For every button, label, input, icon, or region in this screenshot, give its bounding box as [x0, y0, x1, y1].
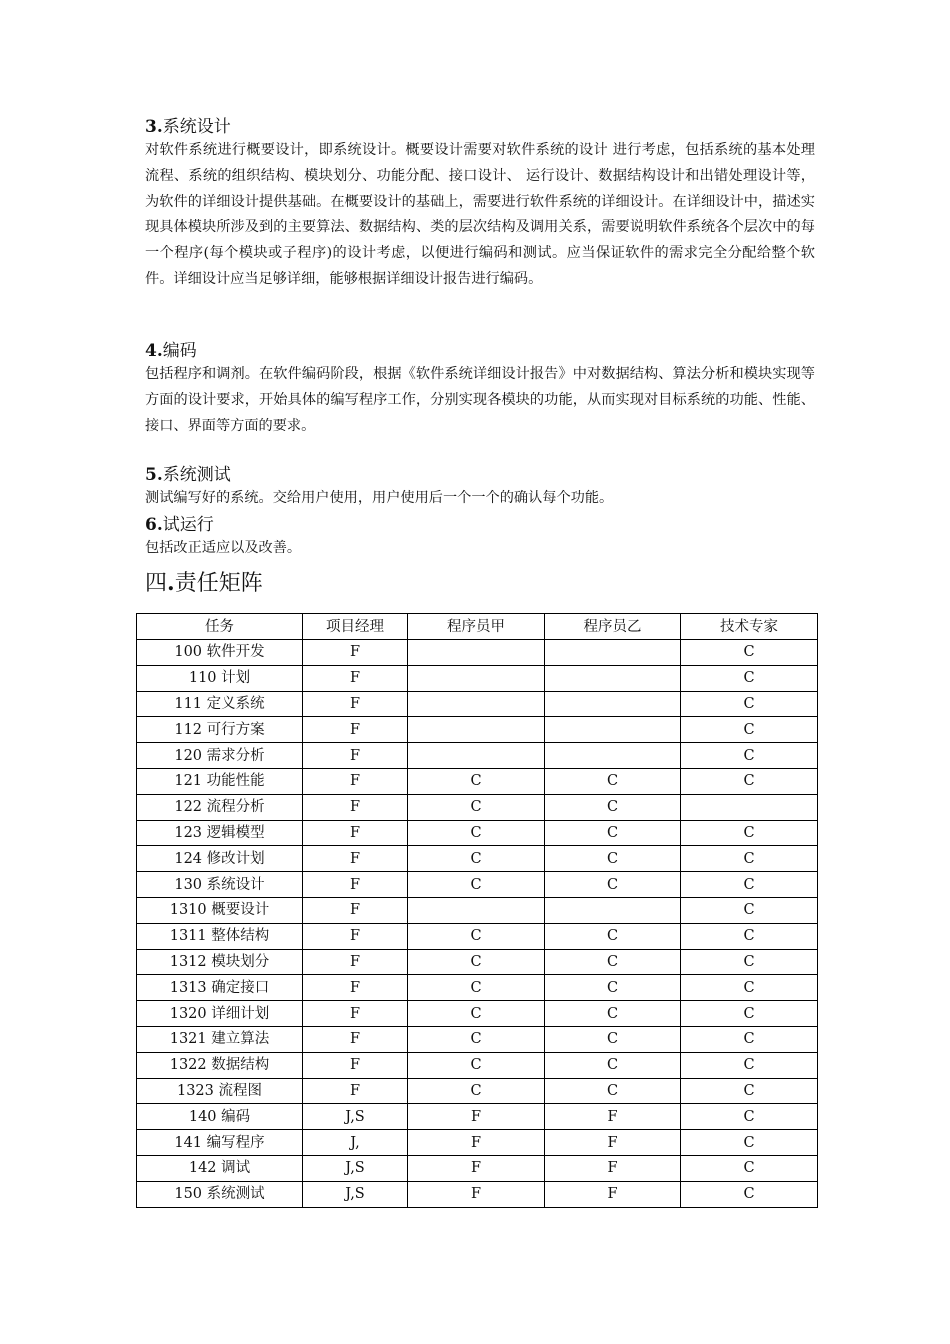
tech-expert-cell: C — [681, 1104, 818, 1130]
task-cell: 111 定义系统 — [137, 691, 303, 717]
programmer-b-cell: F — [545, 1104, 681, 1130]
table-row — [137, 665, 818, 691]
task-cell: 112 可行方案 — [137, 717, 303, 743]
project-manager-cell: J,S — [303, 1181, 408, 1207]
table-row — [137, 717, 818, 743]
task-cell: 100 软件开发 — [137, 640, 303, 666]
programmer-b-cell: C — [545, 768, 681, 794]
tech-expert-cell: C — [681, 1052, 818, 1078]
title-text: 责任矩阵 — [174, 571, 263, 596]
programmer-b-cell — [545, 640, 681, 666]
project-manager-cell: F — [303, 897, 408, 923]
programmer-a-cell: C — [408, 923, 545, 949]
programmer-a-cell: C — [408, 1078, 545, 1104]
project-manager-cell: F — [303, 794, 408, 820]
tech-expert-cell: C — [681, 897, 818, 923]
programmer-a-cell — [408, 897, 545, 923]
programmer-b-cell: F — [545, 1155, 681, 1181]
tech-expert-cell: C — [681, 820, 818, 846]
task-cell: 1312 模块划分 — [137, 949, 303, 975]
programmer-a-cell: C — [408, 872, 545, 898]
programmer-b-cell: C — [545, 794, 681, 820]
header-cell-task: 任务 — [137, 614, 303, 640]
title-separator: . — [167, 570, 175, 596]
task-cell: 1311 整体结构 — [137, 923, 303, 949]
table-row — [137, 1026, 818, 1052]
programmer-a-cell — [408, 640, 545, 666]
programmer-a-cell: C — [408, 949, 545, 975]
header-cell-project-manager: 项目经理 — [303, 614, 408, 640]
programmer-b-cell: F — [545, 1181, 681, 1207]
section-paragraph: 对软件系统进行概要设计，即系统设计。概要设计需要对软件系统的设计 进行考虑，包括系统的基本处理流程、系统的组织结构、模块划分、功能分配、接口设计、 运行设计、数据结构设计和出错处理设计等，为软件的详细设计提供基础。在概要设计的基础上，需要进行软件系统的详细设计。在详细设计中，描述实 现具体模块所涉及到的主要算法、数据结构、类的层次结构及调用关系，需要说明软件系统各个层次中的每一个程序(每个模块或子程序)的设计考虑，以便进行编码和测试。应当保证软件的需求完全分配给整个软件。详细设计应当足够详细，能够根据详细设计报告进行编码。 — [145, 142, 815, 287]
programmer-b-cell — [545, 717, 681, 743]
task-cell: 141 编写程序 — [137, 1130, 303, 1156]
programmer-a-cell: C — [408, 1001, 545, 1027]
programmer-b-cell: C — [545, 1026, 681, 1052]
project-manager-cell: F — [303, 949, 408, 975]
project-manager-cell: F — [303, 820, 408, 846]
table-row — [137, 872, 818, 898]
project-manager-cell: F — [303, 1078, 408, 1104]
programmer-b-cell: C — [545, 1052, 681, 1078]
section-title: 试运行 — [162, 515, 214, 535]
project-manager-cell: F — [303, 1026, 408, 1052]
tech-expert-cell: C — [681, 1026, 818, 1052]
programmer-a-cell: F — [408, 1181, 545, 1207]
table-row — [137, 1052, 818, 1078]
project-manager-cell: F — [303, 717, 408, 743]
project-manager-cell: F — [303, 640, 408, 666]
programmer-b-cell — [545, 743, 681, 769]
tech-expert-cell: C — [681, 1001, 818, 1027]
tech-expert-cell: C — [681, 640, 818, 666]
programmer-a-cell: C — [408, 794, 545, 820]
task-cell: 110 计划 — [137, 665, 303, 691]
table-row — [137, 1130, 818, 1156]
project-manager-cell: F — [303, 665, 408, 691]
section-paragraph: 包括改正适应以及改善。 — [145, 540, 302, 556]
tech-expert-cell: C — [681, 872, 818, 898]
tech-expert-cell: C — [681, 1155, 818, 1181]
section-system-design — [145, 116, 815, 293]
table-row — [137, 691, 818, 717]
table-row — [137, 1001, 818, 1027]
programmer-a-cell: C — [408, 1026, 545, 1052]
section-paragraph: 包括程序和调剂。在软件编码阶段，根据《软件系统详细设计报告》中对数据结构、算法分析和模块实现等方面的设计要求，开始具体的编写程序工作，分别实现各模块的功能，从而实现对目标系统的功能、性能、接口、界面等方面的要求。 — [145, 366, 815, 434]
table-header-row — [137, 614, 818, 640]
task-cell: 120 需求分析 — [137, 743, 303, 769]
programmer-a-cell: C — [408, 768, 545, 794]
task-cell: 130 系统设计 — [137, 872, 303, 898]
title-prefix: 四 — [145, 571, 168, 596]
project-manager-cell: F — [303, 1001, 408, 1027]
table-row — [137, 820, 818, 846]
task-cell: 1323 流程图 — [137, 1078, 303, 1104]
programmer-a-cell: F — [408, 1104, 545, 1130]
task-cell: 150 系统测试 — [137, 1181, 303, 1207]
section-coding — [145, 340, 815, 439]
programmer-b-cell: C — [545, 820, 681, 846]
task-cell: 142 调试 — [137, 1155, 303, 1181]
programmer-b-cell: C — [545, 1001, 681, 1027]
responsibility-matrix-title — [145, 568, 263, 599]
project-manager-cell: F — [303, 975, 408, 1001]
project-manager-cell: F — [303, 923, 408, 949]
tech-expert-cell — [681, 794, 818, 820]
section-heading — [145, 340, 815, 362]
programmer-b-cell: C — [545, 1078, 681, 1104]
programmer-a-cell: C — [408, 846, 545, 872]
programmer-b-cell: C — [545, 949, 681, 975]
tech-expert-cell: C — [681, 717, 818, 743]
table-row — [137, 949, 818, 975]
task-cell: 123 逻辑模型 — [137, 820, 303, 846]
table-row — [137, 1181, 818, 1207]
task-cell: 1322 数据结构 — [137, 1052, 303, 1078]
tech-expert-cell: C — [681, 665, 818, 691]
programmer-a-cell: C — [408, 975, 545, 1001]
project-manager-cell: F — [303, 768, 408, 794]
section-heading — [145, 116, 815, 138]
task-cell: 122 流程分析 — [137, 794, 303, 820]
programmer-b-cell: F — [545, 1130, 681, 1156]
programmer-a-cell — [408, 691, 545, 717]
tech-expert-cell: C — [681, 1078, 818, 1104]
tech-expert-cell: C — [681, 1130, 818, 1156]
project-manager-cell: J, — [303, 1130, 408, 1156]
tech-expert-cell: C — [681, 846, 818, 872]
responsibility-matrix-table — [136, 613, 818, 1208]
tech-expert-cell: C — [681, 1181, 818, 1207]
task-cell: 1321 建立算法 — [137, 1026, 303, 1052]
section-system-testing — [145, 464, 815, 512]
programmer-a-cell: F — [408, 1130, 545, 1156]
task-cell: 1320 详细计划 — [137, 1001, 303, 1027]
programmer-a-cell — [408, 717, 545, 743]
section-heading — [145, 464, 815, 486]
header-cell-tech-expert: 技术专家 — [681, 614, 818, 640]
tech-expert-cell: C — [681, 975, 818, 1001]
tech-expert-cell: C — [681, 923, 818, 949]
project-manager-cell: F — [303, 691, 408, 717]
task-cell: 1310 概要设计 — [137, 897, 303, 923]
programmer-b-cell: C — [545, 923, 681, 949]
task-cell: 121 功能性能 — [137, 768, 303, 794]
table-row — [137, 743, 818, 769]
section-number: 6. — [145, 515, 163, 535]
section-paragraph: 测试编写好的系统。交给用户使用，用户使用后一个一个的确认每个功能。 — [145, 490, 614, 506]
project-manager-cell: F — [303, 1052, 408, 1078]
table-row — [137, 794, 818, 820]
tech-expert-cell: C — [681, 691, 818, 717]
tech-expert-cell: C — [681, 743, 818, 769]
table-row — [137, 897, 818, 923]
programmer-a-cell: F — [408, 1155, 545, 1181]
programmer-b-cell: C — [545, 975, 681, 1001]
programmer-b-cell — [545, 897, 681, 923]
table-row — [137, 768, 818, 794]
section-title: 编码 — [162, 341, 197, 361]
programmer-a-cell — [408, 665, 545, 691]
table-row — [137, 923, 818, 949]
table-body — [137, 614, 818, 1208]
table-row — [137, 1078, 818, 1104]
task-cell: 124 修改计划 — [137, 846, 303, 872]
project-manager-cell: J,S — [303, 1104, 408, 1130]
project-manager-cell: F — [303, 872, 408, 898]
table-row — [137, 640, 818, 666]
section-title: 系统测试 — [162, 465, 231, 485]
programmer-a-cell: C — [408, 1052, 545, 1078]
project-manager-cell: F — [303, 743, 408, 769]
tech-expert-cell: C — [681, 949, 818, 975]
tech-expert-cell: C — [681, 768, 818, 794]
section-heading — [145, 514, 815, 536]
task-cell: 1313 确定接口 — [137, 975, 303, 1001]
table-row — [137, 846, 818, 872]
table-row — [137, 1104, 818, 1130]
programmer-b-cell: C — [545, 872, 681, 898]
project-manager-cell: J,S — [303, 1155, 408, 1181]
programmer-b-cell — [545, 665, 681, 691]
section-number: 5. — [145, 465, 163, 485]
table-row — [137, 975, 818, 1001]
programmer-a-cell: C — [408, 820, 545, 846]
programmer-a-cell — [408, 743, 545, 769]
header-cell-programmer-a: 程序员甲 — [408, 614, 545, 640]
task-cell: 140 编码 — [137, 1104, 303, 1130]
section-trial-run — [145, 514, 815, 562]
programmer-b-cell: C — [545, 846, 681, 872]
section-number: 4. — [145, 341, 163, 361]
header-cell-programmer-b: 程序员乙 — [545, 614, 681, 640]
table-row — [137, 1155, 818, 1181]
project-manager-cell: F — [303, 846, 408, 872]
section-number: 3. — [145, 117, 163, 137]
programmer-b-cell — [545, 691, 681, 717]
section-title: 系统设计 — [162, 117, 231, 137]
